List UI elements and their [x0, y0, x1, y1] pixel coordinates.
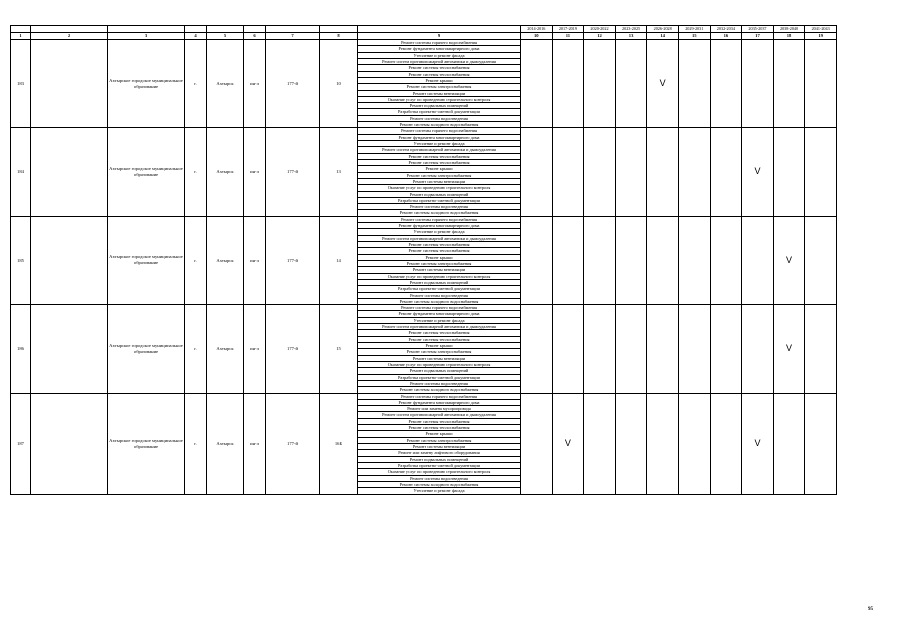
settlement-type: г.: [185, 305, 207, 393]
period-cell: [615, 305, 647, 393]
period-mark: V: [773, 216, 805, 304]
header-blank-cell: [108, 26, 185, 33]
period-header: 2020-2022: [584, 26, 616, 33]
column-number: 6: [244, 33, 266, 40]
work-type: Ремонт фундамента многоквартирного дома: [358, 46, 521, 52]
record-blank-cell: [31, 305, 108, 393]
table-row: [11, 216, 837, 222]
record-blank-cell: [31, 128, 108, 216]
period-cell: [710, 305, 742, 393]
period-cell: [742, 216, 774, 304]
locality-name: Ахтырск: [207, 305, 244, 393]
period-cell: [678, 40, 710, 128]
work-type: Ремонт системы теплоснабжения: [358, 65, 521, 71]
period-header: 2017-2019: [552, 26, 584, 33]
record-blank-cell: [31, 393, 108, 494]
column-number: 13: [615, 33, 647, 40]
header-blank-cell: [185, 26, 207, 33]
work-type: Ремонт системы теплоснабжения: [358, 248, 521, 254]
building-number: 13: [320, 128, 358, 216]
work-type: Ремонт системы холодного водоснабжения: [358, 298, 521, 304]
work-type: Ремонт системы теплоснабжения: [358, 71, 521, 77]
building-number: 16Б: [320, 393, 358, 494]
settlement-type: г.: [185, 128, 207, 216]
municipality-name: Ахтырское городское муниципальное образование: [108, 40, 185, 128]
work-type: Ремонт систем противопожарной автоматики и дымоудаления: [358, 58, 521, 64]
period-cell: [678, 128, 710, 216]
work-type: Ремонт подвальных помещений: [358, 279, 521, 285]
work-type: Разработка проектно-сметной документации: [358, 462, 521, 468]
column-number: 16: [710, 33, 742, 40]
work-type: Ремонт систем противопожарной автоматики и дымоудаления: [358, 412, 521, 418]
locality-name: Ахтырск: [207, 393, 244, 494]
header-blank-cell: [320, 26, 358, 33]
work-type: Ремонт крыши: [358, 343, 521, 349]
period-mark: V: [742, 393, 774, 494]
column-number: 14: [647, 33, 679, 40]
table-row: [11, 393, 837, 399]
street-type: ин-л: [244, 305, 266, 393]
period-cell: [647, 128, 679, 216]
record-number: 186: [11, 305, 31, 393]
work-type: Ремонт системы теплоснабжения: [358, 159, 521, 165]
column-number: 1: [11, 33, 31, 40]
period-header: 2029-2031: [678, 26, 710, 33]
work-type: Ремонт системы горячего водоснабжения: [358, 40, 521, 46]
period-cell: [773, 393, 805, 494]
street-type: ин-л: [244, 40, 266, 128]
period-cell: [647, 393, 679, 494]
capital-repair-schedule-table: [10, 25, 837, 495]
work-type: Ремонт подвальных помещений: [358, 456, 521, 462]
work-type: Ремонт системы вентиляции: [358, 90, 521, 96]
work-type: Ремонт системы теплоснабжения: [358, 418, 521, 424]
period-cell: [521, 305, 553, 393]
work-type: Ремонт системы вентиляции: [358, 178, 521, 184]
period-cell: [805, 216, 837, 304]
period-cell: [710, 40, 742, 128]
locality-name: Ахтырск: [207, 128, 244, 216]
work-type: Ремонт крыши: [358, 431, 521, 437]
work-type: Ремонт подвальных помещений: [358, 368, 521, 374]
work-type: Ремонт системы вентиляции: [358, 267, 521, 273]
period-cell: [615, 128, 647, 216]
settlement-type: г.: [185, 40, 207, 128]
table-row: [11, 305, 837, 311]
work-type: Ремонт системы электроснабжения: [358, 172, 521, 178]
column-number: 10: [521, 33, 553, 40]
work-type: Ремонт системы водоотведения: [358, 475, 521, 481]
record-number: 185: [11, 216, 31, 304]
work-type: Ремонт системы горячего водоснабжения: [358, 216, 521, 222]
work-type: Ремонт систем противопожарной автоматики и дымоудаления: [358, 324, 521, 330]
period-header: 2035-2037: [742, 26, 774, 33]
record-number: 183: [11, 40, 31, 128]
work-type: Ремонт системы вентиляции: [358, 355, 521, 361]
work-type: Оказание услуг по проведению строительного контроля: [358, 469, 521, 475]
work-type: Разработка проектно-сметной документации: [358, 374, 521, 380]
work-type: Разработка проектно-сметной документации: [358, 109, 521, 115]
work-type: Оказание услуг по проведению строительного контроля: [358, 361, 521, 367]
work-type: Ремонт системы водоотведения: [358, 115, 521, 121]
work-type: Ремонт подвальных помещений: [358, 191, 521, 197]
work-type: Утепление и ремонт фасада: [358, 488, 521, 494]
period-cell: [615, 216, 647, 304]
period-mark: V: [647, 40, 679, 128]
header-blank-cell: [266, 26, 320, 33]
column-number: 15: [678, 33, 710, 40]
settlement-type: г.: [185, 216, 207, 304]
period-cell: [584, 305, 616, 393]
period-cell: [678, 216, 710, 304]
work-type: Утепление и ремонт фасада: [358, 141, 521, 147]
work-type: Ремонт системы вентиляции: [358, 444, 521, 450]
period-header-row: [11, 26, 837, 33]
column-number: 3: [108, 33, 185, 40]
period-header: 2041-2043: [805, 26, 837, 33]
work-type: Ремонт системы холодного водоснабжения: [358, 122, 521, 128]
municipality-name: Ахтырское городское муниципальное образование: [108, 216, 185, 304]
work-type: Ремонт системы холодного водоснабжения: [358, 210, 521, 216]
street-name: 177-й: [266, 305, 320, 393]
period-cell: [805, 128, 837, 216]
period-cell: [521, 393, 553, 494]
street-type: ин-л: [244, 128, 266, 216]
header-blank-cell: [244, 26, 266, 33]
work-type: Ремонт систем противопожарной автоматики и дымоудаления: [358, 147, 521, 153]
work-type: Ремонт подвальных помещений: [358, 103, 521, 109]
period-cell: [552, 305, 584, 393]
work-type: Ремонт системы электроснабжения: [358, 260, 521, 266]
period-mark: V: [552, 393, 584, 494]
table-row: [11, 128, 837, 134]
work-type: Ремонт фундамента многоквартирного дома: [358, 134, 521, 140]
column-number: 12: [584, 33, 616, 40]
locality-name: Ахтырск: [207, 40, 244, 128]
column-number: 5: [207, 33, 244, 40]
municipality-name: Ахтырское городское муниципальное образование: [108, 128, 185, 216]
record-number: 184: [11, 128, 31, 216]
work-type: Ремонт системы водоотведения: [358, 292, 521, 298]
locality-name: Ахтырск: [207, 216, 244, 304]
column-number: 2: [31, 33, 108, 40]
work-type: Ремонт системы теплоснабжения: [358, 330, 521, 336]
work-type: Ремонт фундамента многоквартирного дома: [358, 311, 521, 317]
column-number: 8: [320, 33, 358, 40]
column-number-row: [11, 33, 837, 40]
period-cell: [584, 40, 616, 128]
work-type: Утепление и ремонт фасада: [358, 229, 521, 235]
period-cell: [552, 128, 584, 216]
work-type: Оказание услуг по проведению строительного контроля: [358, 273, 521, 279]
building-number: 15: [320, 305, 358, 393]
work-type: Ремонт системы теплоснабжения: [358, 336, 521, 342]
period-cell: [742, 40, 774, 128]
street-name: 177-й: [266, 128, 320, 216]
period-cell: [521, 40, 553, 128]
period-cell: [584, 393, 616, 494]
period-cell: [805, 305, 837, 393]
work-type: Ремонт системы водоотведения: [358, 204, 521, 210]
work-type: Оказание услуг по проведению строительного контроля: [358, 96, 521, 102]
period-header: 2032-2034: [710, 26, 742, 33]
street-name: 177-й: [266, 40, 320, 128]
period-cell: [552, 216, 584, 304]
period-cell: [521, 128, 553, 216]
work-type: Ремонт крыши: [358, 166, 521, 172]
work-type: Ремонт системы горячего водоснабжения: [358, 393, 521, 399]
street-type: ин-л: [244, 393, 266, 494]
work-type: Ремонт фундамента многоквартирного дома: [358, 399, 521, 405]
settlement-type: г.: [185, 393, 207, 494]
work-type: Ремонт системы теплоснабжения: [358, 242, 521, 248]
work-type: Разработка проектно-сметной документации: [358, 286, 521, 292]
table-row: [11, 40, 837, 46]
header-blank-cell: [11, 26, 31, 33]
period-cell: [521, 216, 553, 304]
work-type: Ремонт или замену лифтового оборудования: [358, 450, 521, 456]
period-cell: [552, 40, 584, 128]
municipality-name: Ахтырское городское муниципальное образование: [108, 305, 185, 393]
period-cell: [710, 216, 742, 304]
building-number: 10: [320, 40, 358, 128]
street-type: ин-л: [244, 216, 266, 304]
work-type: Ремонт системы холодного водоснабжения: [358, 387, 521, 393]
column-number: 18: [773, 33, 805, 40]
period-cell: [742, 305, 774, 393]
header-blank-cell: [207, 26, 244, 33]
work-type: Ремонт системы электроснабжения: [358, 437, 521, 443]
work-type: Утепление и ремонт фасада: [358, 52, 521, 58]
period-cell: [647, 305, 679, 393]
work-type: Ремонт системы теплоснабжения: [358, 153, 521, 159]
work-type: Ремонт системы горячего водоснабжения: [358, 128, 521, 134]
work-type: Ремонт системы водоотведения: [358, 380, 521, 386]
header-blank-cell: [358, 26, 521, 33]
street-name: 177-й: [266, 216, 320, 304]
work-type: Ремонт системы электроснабжения: [358, 349, 521, 355]
work-type: Ремонт системы холодного водоснабжения: [358, 481, 521, 487]
period-cell: [710, 128, 742, 216]
period-cell: [710, 393, 742, 494]
period-cell: [805, 40, 837, 128]
column-number: 7: [266, 33, 320, 40]
period-mark: V: [742, 128, 774, 216]
column-number: 11: [552, 33, 584, 40]
column-number: 17: [742, 33, 774, 40]
period-cell: [678, 305, 710, 393]
period-header: 2038-2040: [773, 26, 805, 33]
building-number: 14: [320, 216, 358, 304]
municipality-name: Ахтырское городское муниципальное образование: [108, 393, 185, 494]
period-cell: [773, 40, 805, 128]
period-header: 2026-2028: [647, 26, 679, 33]
period-cell: [615, 40, 647, 128]
column-number: 19: [805, 33, 837, 40]
period-cell: [615, 393, 647, 494]
work-type: Ремонт крыши: [358, 77, 521, 83]
record-blank-cell: [31, 40, 108, 128]
record-blank-cell: [31, 216, 108, 304]
page-number: 95: [868, 607, 873, 612]
header-blank-cell: [31, 26, 108, 33]
period-header: 2023-2025: [615, 26, 647, 33]
work-type: Утепление и ремонт фасада: [358, 317, 521, 323]
period-cell: [805, 393, 837, 494]
work-type: Ремонт системы теплоснабжения: [358, 425, 521, 431]
work-type: Оказание услуг по проведению строительного контроля: [358, 185, 521, 191]
column-number: 4: [185, 33, 207, 40]
record-number: 187: [11, 393, 31, 494]
period-cell: [584, 216, 616, 304]
period-cell: [647, 216, 679, 304]
work-type: Разработка проектно-сметной документации: [358, 197, 521, 203]
period-mark: V: [773, 305, 805, 393]
column-number: 9: [358, 33, 521, 40]
work-type: Ремонт фундамента многоквартирного дома: [358, 223, 521, 229]
period-cell: [678, 393, 710, 494]
period-cell: [773, 128, 805, 216]
street-name: 177-й: [266, 393, 320, 494]
work-type: Ремонт систем противопожарной автоматики и дымоудаления: [358, 235, 521, 241]
work-type: Ремонт системы электроснабжения: [358, 84, 521, 90]
period-cell: [584, 128, 616, 216]
work-type: Ремонт системы горячего водоснабжения: [358, 305, 521, 311]
period-header: 2014-2016: [521, 26, 553, 33]
work-type: Ремонт или замена мусоропровода: [358, 406, 521, 412]
work-type: Ремонт крыши: [358, 254, 521, 260]
